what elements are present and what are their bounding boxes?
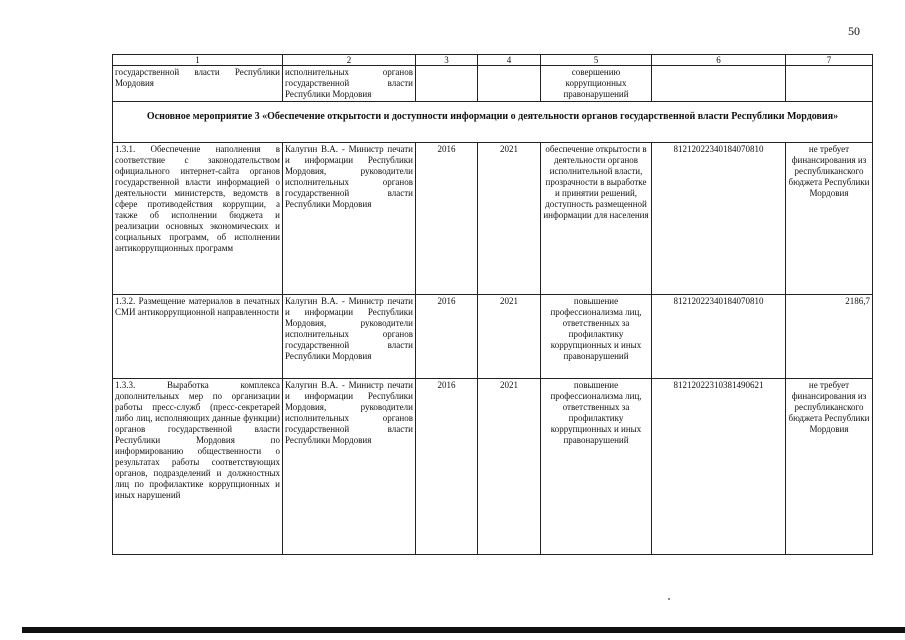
page-number: 50 xyxy=(848,24,860,38)
funding-cell: не требует финансирования из республиканского бюджета Республики Мордовия xyxy=(786,379,873,555)
funding-cell: не требует финансирования из республиканского бюджета Республики Мордовия xyxy=(786,143,873,295)
column-header: 2 xyxy=(283,55,416,66)
result-cell: повышение профессионализма лиц, ответственных за профилактику коррупционных и иных правонарушений xyxy=(541,295,652,379)
table-row xyxy=(113,379,873,555)
measure-cell: государственной власти Республики Мордовия xyxy=(113,66,283,102)
column-header: 7 xyxy=(786,55,873,66)
budget-code-cell: 81212022340184070810 xyxy=(652,295,786,379)
column-header: 1 xyxy=(113,55,283,66)
result-cell: повышение профессионализма лиц, ответственных за профилактику коррупционных и иных правонарушений xyxy=(541,379,652,555)
executor-cell: Калугин В.А. - Министр печати и информации Республики Мордовия, руководители исполнительных органов государственной власти Республики Мордовия xyxy=(283,143,416,295)
measure-cell: 1.3.2. Размещение материалов в печатных СМИ антикоррупционной направленности xyxy=(113,295,283,379)
end-year-cell: 2021 xyxy=(478,295,541,379)
executor-cell: Калугин В.А. - Министр печати и информации Республики Мордовия, руководители исполнительных органов государственной власти Республики Мордовия xyxy=(283,379,416,555)
budget-code-cell xyxy=(652,66,786,102)
funding-cell xyxy=(786,66,873,102)
table-row xyxy=(113,143,873,295)
end-year-cell: 2021 xyxy=(478,379,541,555)
end-year-cell: 2021 xyxy=(478,143,541,295)
start-year-cell xyxy=(416,66,478,102)
measure-cell: 1.3.1. Обеспечение наполнения в соответствие с законодательством официального интернет-сайта органов государственной власти информацией о деятельности министерств, ведомств в сфере противодействия коррупции, а также об исполнении бюджета и реализации основных экономических и социальных программ, об исполнении антикоррупционных программ xyxy=(113,143,283,295)
executor-cell: исполнительных органов государственной власти Республики Мордовия xyxy=(283,66,416,102)
column-header: 6 xyxy=(652,55,786,66)
table-row xyxy=(113,295,873,379)
column-number-row xyxy=(113,55,873,66)
end-year-cell xyxy=(478,66,541,102)
budget-code-cell: 81212022310381490621 xyxy=(652,379,786,555)
funding-cell: 2186,7 xyxy=(786,295,873,379)
continuation-row xyxy=(113,66,873,102)
section-title: Основное мероприятие 3 «Обеспечение открытости и доступности информации о деятельности органов государственной власти Республики Мордовия» xyxy=(113,102,873,143)
budget-code-cell: 81212022340184070810 xyxy=(652,143,786,295)
scan-speck xyxy=(668,598,670,600)
executor-cell: Калугин В.А. - Министр печати и информации Республики Мордовия, руководители исполнительных органов государственной власти Республики Мордовия xyxy=(283,295,416,379)
column-header: 5 xyxy=(541,55,652,66)
start-year-cell: 2016 xyxy=(416,143,478,295)
start-year-cell: 2016 xyxy=(416,295,478,379)
scan-bottom-border xyxy=(22,627,905,633)
result-cell: совершению коррупционных правонарушений xyxy=(541,66,652,102)
start-year-cell: 2016 xyxy=(416,379,478,555)
result-cell: обеспечение открытости в деятельности органов исполнительной власти, прозрачности в выработке и принятии решений, доступность размещенной информации для населения xyxy=(541,143,652,295)
measures-table xyxy=(112,54,873,555)
measure-cell: 1.3.3. Выработка комплекса дополнительных мер по организации работы пресс-служб (пресс-секретарей либо лиц, исполняющих данные функции) органов государственной власти Республики Мордовия по информированию общественности о результатах работы соответствующих органов, подразделений и должностных лиц по профилактике коррупционных и иных нарушений xyxy=(113,379,283,555)
column-header: 3 xyxy=(416,55,478,66)
column-header: 4 xyxy=(478,55,541,66)
section-row xyxy=(113,102,873,143)
